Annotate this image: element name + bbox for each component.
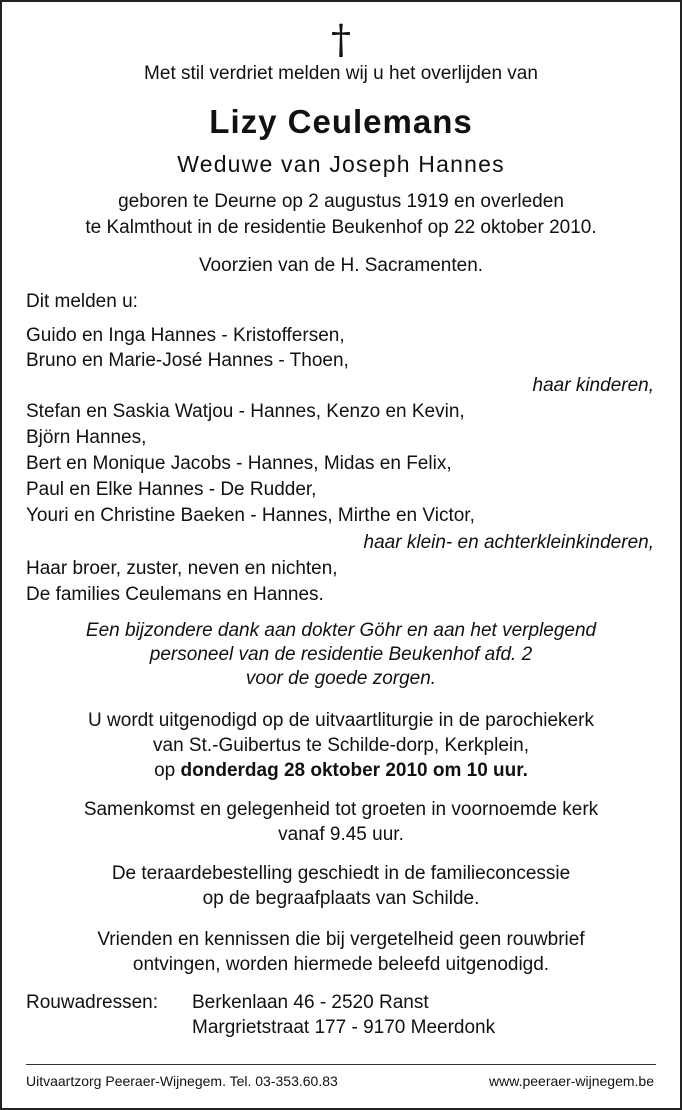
list-item: Paul en Elke Hannes - De Rudder,	[26, 479, 317, 500]
list-item: Bruno en Marie-José Hannes - Thoen,	[26, 350, 349, 371]
thanks-line-2: personeel van de residentie Beukenhof afd. 2	[149, 644, 533, 665]
cross-icon: †	[331, 17, 351, 63]
list-item: De families Ceulemans en Hannes.	[26, 584, 324, 605]
footer-divider	[26, 1064, 656, 1065]
widow-subtitle: Weduwe van Joseph Hannes	[177, 151, 505, 177]
list-item: Björn Hannes,	[26, 427, 147, 448]
list-item: Bert en Monique Jacobs - Hannes, Midas en Felix,	[26, 453, 452, 474]
gathering-line-1: Samenkomst en gelegenheid tot groeten in voornoemde kerk	[83, 799, 599, 820]
list-item: Haar broer, zuster, neven en nichten,	[26, 558, 338, 579]
footer-undertaker: Uitvaartzorg Peeraer-Wijnegem. Tel. 03-353.60.83	[26, 1073, 338, 1089]
gathering-line-2: vanaf 9.45 uur.	[278, 824, 404, 845]
addresses-label: Rouwadressen:	[26, 992, 159, 1013]
children-role: haar kinderen,	[532, 375, 654, 396]
sacraments-text: Voorzien van de H. Sacramenten.	[198, 255, 484, 276]
burial-line-1: De teraardebestelling geschiedt in de familieconcessie	[111, 863, 571, 884]
funeral-date-line	[2, 759, 680, 783]
grandchildren-role: haar klein- en achterkleinkinderen,	[363, 532, 654, 553]
invite-line-2: ontvingen, worden hiermede beleefd uitgenodigd.	[132, 954, 550, 975]
thanks-line-1: Een bijzondere dank aan dokter Göhr en aan het verplegend	[85, 620, 597, 641]
deceased-name: Lizy Ceulemans	[209, 103, 473, 140]
address-item: Berkenlaan 46 - 2520 Ranst	[192, 992, 429, 1013]
intro-text: Met stil verdriet melden wij u het overlijden van	[144, 63, 538, 84]
footer-website[interactable]: www.peeraer-wijnegem.be	[489, 1073, 654, 1089]
address-item: Margrietstraat 177 - 9170 Meerdonk	[192, 1017, 496, 1038]
birth-line-1: geboren te Deurne op 2 augustus 1919 en overleden	[118, 191, 564, 212]
list-item: Youri en Christine Baeken - Hannes, Mirthe en Victor,	[26, 505, 475, 526]
funeral-line-2: van St.-Guibertus te Schilde-dorp, Kerkplein,	[153, 735, 529, 756]
birth-line-2: te Kalmthout in de residentie Beukenhof op 22 oktober 2010.	[85, 217, 597, 238]
list-item: Stefan en Saskia Watjou - Hannes, Kenzo en Kevin,	[26, 401, 465, 422]
thanks-line-3: voor de goede zorgen.	[245, 668, 437, 689]
funeral-line-1: U wordt uitgenodigd op de uitvaartliturgie in de parochiekerk	[88, 710, 594, 731]
list-item: Guido en Inga Hannes - Kristoffersen,	[26, 325, 345, 346]
family-intro: Dit melden u:	[26, 291, 138, 312]
funeral-date: donderdag 28 oktober 2010 om 10 uur.	[180, 760, 528, 781]
funeral-date-prefix: op	[154, 760, 176, 781]
burial-line-2: op de begraafplaats van Schilde.	[202, 888, 480, 909]
invite-line-1: Vrienden en kennissen die bij vergetelheid geen rouwbrief	[97, 929, 585, 950]
